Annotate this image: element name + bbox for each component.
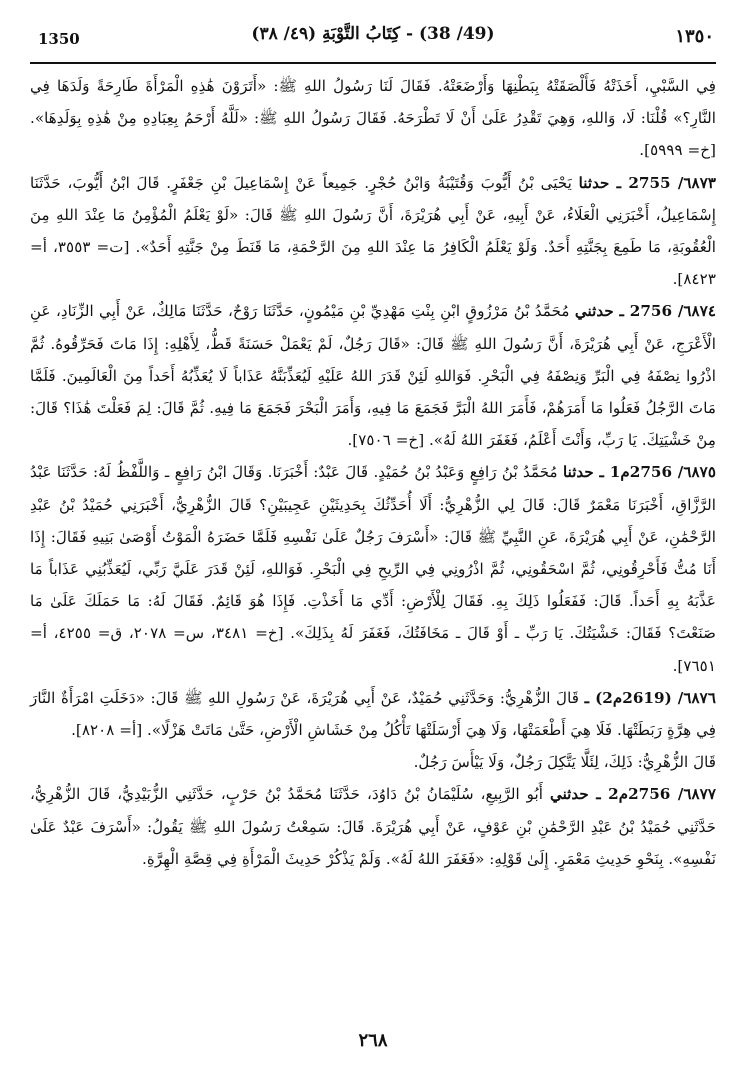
page-body	[30, 70, 716, 875]
page-number-arabic: ١٣٥٠	[675, 26, 714, 47]
hadith-paragraph	[30, 778, 716, 875]
hadith-text: مُحَمَّدُ بْنُ رَافِعٍ وَعَبْدُ بْنُ حُمَيْدٍ. قَالَ عَبْدٌ: أَخْبَرَنَا. وَقَالَ ابْنُ رَافِعٍ ـ وَاللَّفْظُ لَهُ: حَدَّثَنَا عَبْدُ الرَّزَّاقِ، أَخْبَرَنَا مَعْمَرٌ قَالَ: قَالَ لِي الزُّهْرِيُّ: أَلَا أُحَدِّثُكَ بِحَدِيثَيْنِ عَجِيبَيْنِ؟ قَالَ الزُّهْرِيُّ، أَخْبَرَنِي حُمَيْدُ بْنُ عَبْدِ الرَّحْمَٰنِ، عَنْ أَبِي هُرَيْرَةَ، عَنِ النَّبِيِّ ﷺ قَالَ: «أَسْرَفَ رَجُلٌ عَلَىٰ نَفْسِهِ فَلَمَّا حَضَرَهُ الْمَوْتُ أَوْصَىٰ بَنِيهِ فَقَالَ: إِذَا أَنَا مُتُّ فَأَحْرِقُونِي، ثُمَّ اسْحَقُونِي، ثُمَّ اذْرُونِي فِي الرِّيحِ فِي الْبَحْرِ. فَوَاللهِ، لَئِنْ قَدَرَ عَلَيَّ رَبِّي، لَيُعَذِّبُنِي عَذَاباً مَا عَذَّبَهُ بِهِ أَحَداً. قَالَ: فَفَعَلُوا ذَلِكَ بِهِ. فَقَالَ لِلْأَرْضِ: أَدِّي مَا أَخَذْتِ. فَإِذَا هُوَ قَائِمٌ. فَقَالَ لَهُ: مَا حَمَلَكَ عَلَىٰ مَا صَنَعْتَ؟ فَقَالَ: خَشْيَتُكَ. يَا رَبِّ ـ أَوْ قَالَ ـ مَخَافَتُكَ، فَغَفَرَ لَهُ بِذَلِكَ». [خ= ٣٤٨١، س= ٢٠٧٨، ق= ٤٢٥٥، أ= ٧٦٥١].	[30, 463, 716, 675]
hadith-number: ٦٨٧٣/ 2755 ـ حدثنا	[578, 173, 717, 192]
hadith-text: أَبُو الرَّبِيعِ، سُلَيْمَانُ بْنُ دَاوُدَ، حَدَّثَنَا مُحَمَّدُ بْنُ حَرْبٍ، حَدَّثَنِي الزُّبَيْدِيُّ، قَالَ الزُّهْرِيُّ، حَدَّثَنِي حُمَيْدُ بْنُ عَبْدِ الرَّحْمَٰنِ بْنِ عَوْفٍ، عَنْ أَبِي هُرَيْرَةَ. قَالَ: سَمِعْتُ رَسُولَ اللهِ ﷺ يَقُولُ: «أَسْرَفَ عَبْدٌ عَلَىٰ نَفْسِهِ». بِنَحْوِ حَدِيثِ مَعْمَرٍ. إِلَىٰ قَوْلِهِ: «فَغَفَرَ اللهُ لَهُ». وَلَمْ يَذْكُرْ حَدِيثَ الْمَرْأَةِ فِي قِصَّةِ الْهِرَّةِ.	[30, 785, 716, 868]
hadith-number: ٦٨٧٧/ 2756م2 ـ حدثني	[549, 785, 717, 804]
hadith-number: ٦٨٧٥/ 2756م1 ـ حدثنا	[563, 463, 716, 482]
hadith-text: يَحْيَى بْنُ أَيُّوبَ وَقُتَيْبَةُ وَابْنُ حُجْرٍ. جَمِيعاً عَنْ إِسْمَاعِيلَ بْنِ جَعْفَرٍ. قَالَ ابْنُ أَيُّوبَ، حَدَّثَنَا إِسْمَاعِيلُ، أَخْبَرَنِي الْعَلَاءُ، عَنْ أَبِيهِ، عَنْ أَبِي هُرَيْرَةَ، أَنَّ رَسُولَ اللهِ ﷺ قَالَ: «لَوْ يَعْلَمُ الْمُؤْمِنُ مَا عِنْدَ اللهِ مِنَ الْعُقُوبَةِ، مَا طَمِعَ بِجَنَّتِهِ أَحَدٌ. وَلَوْ يَعْلَمُ الْكَافِرُ مَا عِنْدَ اللهِ مِنَ الرَّحْمَةِ، مَا قَنَطَ مِنْ جَنَّتِهِ أَحَدٌ». [ت= ٣٥٥٣، أ= ٨٤٢٣].	[30, 173, 716, 289]
page-number-latin: 1350	[38, 30, 80, 48]
hadith-paragraph	[30, 295, 716, 456]
hadith-number: ٦٨٧٤/ 2756 ـ حدثني	[574, 302, 717, 321]
hadith-text: فِي السَّبْيِ، أَخَذَتْهُ فَأَلْصَقَتْهُ بِبَطْنِهَا وَأَرْضَعَتْهُ. فَقَالَ لَنَا رَسُولُ اللهِ ﷺ: «أَتَرَوْنَ هَٰذِهِ الْمَرْأَةَ طَارِحَةً وَلَدَهَا فِي النَّارِ؟» قُلْنَا: لَا، وَاللهِ، وَهِيَ تَقْدِرُ عَلَىٰ أَنْ لَا تَطْرَحَهُ. فَقَالَ رَسُولُ اللهِ ﷺ: «لَلَّهُ أَرْحَمُ بِعِبَادِهِ مِنْ هَٰذِهِ بِوَلَدِهَا». [خ= ٥٩٩٩].	[30, 77, 716, 160]
running-title: (49/ 38) - كِتَابُ التَّوْبَةِ (٤٩/ ٣٨)	[251, 24, 495, 44]
hadith-paragraph	[30, 682, 716, 746]
hadith-text: قَالَ الزُّهْرِيُّ: ذَلِكَ، لِئَلَّا يَتَّكِلَ رَجُلٌ، وَلَا يَيْأَسَ رَجُلٌ.	[413, 753, 716, 772]
hadith-paragraph	[30, 746, 716, 778]
page-footer-number: ٢٦٨	[358, 1030, 388, 1051]
hadith-paragraph	[30, 70, 716, 167]
hadith-number: ٦٨٧٦/ (2619م2) ـ	[584, 688, 716, 707]
hadith-paragraph	[30, 456, 716, 681]
hadith-paragraph	[30, 167, 716, 296]
hadith-text: قَالَ الزُّهْرِيُّ: وَحَدَّثَنِي حُمَيْدٌ، عَنْ أَبِي هُرَيْرَةَ، عَنْ رَسُولِ اللهِ ﷺ قَالَ: «دَخَلَتِ امْرَأَةٌ النَّارَ فِي هِرَّةٍ رَبَطَتْهَا. فَلَا هِيَ أَطْعَمَتْهَا، وَلَا هِيَ أَرْسَلَتْهَا تَأْكُلُ مِنْ خَشَاشِ الْأَرْضِ، حَتَّىٰ مَاتَتْ هَزْلًا». [أ= ٨٢٠٨].	[30, 688, 716, 740]
hadith-text: مُحَمَّدُ بْنُ مَرْزُوقٍ ابْنِ بِنْتِ مَهْدِيِّ بْنِ مَيْمُونٍ، حَدَّثَنَا رَوْحٌ، حَدَّثَنَا مَالِكٌ، عَنْ أَبِي الزِّنَادِ، عَنِ الْأَعْرَجِ، عَنْ أَبِي هُرَيْرَةَ، أَنَّ رَسُولَ اللهِ ﷺ قَالَ: «قَالَ رَجُلٌ، لَمْ يَعْمَلْ حَسَنَةً قَطُّ، لِأَهْلِهِ: إِذَا مَاتَ فَحَرِّقُوهُ. ثُمَّ اذْرُوا نِصْفَهُ فِي الْبَرِّ وَنِصْفَهُ فِي الْبَحْرِ. فَوَاللهِ لَئِنْ قَدَرَ اللهُ عَلَيْهِ لَيُعَذِّبَنَّهُ عَذَاباً لَا يُعَذِّبُهُ أَحَداً مِنَ الْعَالَمِينَ. فَلَمَّا مَاتَ الرَّجُلُ فَعَلُوا مَا أَمَرَهُمْ، فَأَمَرَ اللهُ الْبَرَّ فَجَمَعَ مَا فِيهِ، وَأَمَرَ الْبَحْرَ فَجَمَعَ مَا فِيهِ. ثُمَّ قَالَ: لِمَ فَعَلْتَ هَٰذَا؟ قَالَ: مِنْ خَشْيَتِكَ. يَا رَبِّ، وَأَنْتَ أَعْلَمُ، فَغَفَرَ اللهُ لَهُ». [خ= ٧٥٠٦].	[30, 302, 716, 450]
page-header	[30, 18, 716, 64]
